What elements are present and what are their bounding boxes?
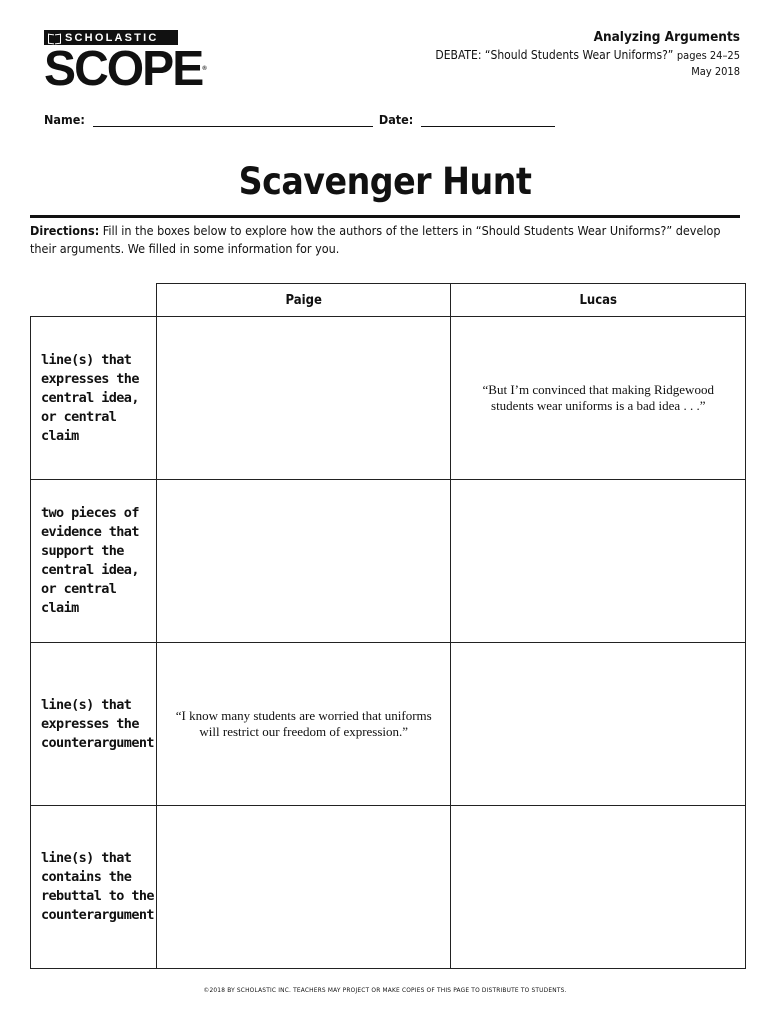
table-row	[31, 643, 746, 806]
answer-cell-paige[interactable]	[156, 806, 451, 969]
row-label: two pieces of evidence that support the central idea, or central claim	[31, 480, 157, 643]
answer-cell-paige[interactable]: “I know many students are worried that uniforms will restrict our freedom of expression.”	[156, 643, 451, 806]
title-rule	[30, 215, 740, 218]
logo-top-text: SCHOLASTIC	[65, 31, 159, 44]
table-header-row	[31, 284, 746, 317]
header-date: May 2018	[691, 65, 740, 78]
name-date-row	[44, 112, 555, 127]
header-title: Analyzing Arguments	[593, 29, 740, 45]
directions	[30, 222, 735, 258]
answer-cell-paige[interactable]	[156, 480, 451, 643]
column-header-lucas: Lucas	[451, 284, 746, 317]
table-corner	[31, 284, 157, 317]
answer-cell-lucas[interactable]	[451, 806, 746, 969]
page-title: Scavenger Hunt	[238, 160, 532, 203]
header-subtitle: DEBATE: “Should Students Wear Uniforms?” pages 24–25	[435, 48, 740, 62]
registered-mark: ®	[202, 66, 207, 72]
scavenger-hunt-table	[30, 283, 746, 969]
row-label: line(s) that expresses the central idea, or central claim	[31, 317, 157, 480]
header-pages: pages 24–25	[676, 49, 740, 62]
name-label: Name:	[44, 112, 85, 127]
row-label: line(s) that contains the rebuttal to the counterargument	[31, 806, 157, 969]
header-info	[435, 29, 740, 78]
name-field[interactable]	[93, 113, 373, 127]
column-header-paige: Paige	[156, 284, 451, 317]
row-label: line(s) that expresses the counterargument	[31, 643, 157, 806]
answer-cell-lucas[interactable]	[451, 643, 746, 806]
answer-cell-lucas[interactable]	[451, 480, 746, 643]
date-field[interactable]	[421, 113, 555, 127]
scope-logo	[44, 30, 207, 96]
answer-cell-lucas[interactable]: “But I’m convinced that making Ridgewood students wear uniforms is a bad idea . . .”	[451, 317, 746, 480]
directions-label: Directions:	[30, 223, 100, 238]
book-icon	[48, 33, 61, 43]
table-row	[31, 806, 746, 969]
directions-text: Fill in the boxes below to explore how the authors of the letters in “Should Students Wear Uniforms?” develop their arguments. We filled in some information for you.	[30, 223, 721, 256]
answer-cell-paige[interactable]	[156, 317, 451, 480]
date-label: Date:	[378, 112, 414, 127]
logo-main-text: SCOPE®	[44, 42, 207, 96]
copyright-footer: ©2018 BY SCHOLASTIC INC. TEACHERS MAY PROJECT OR MAKE COPIES OF THIS PAGE TO DISTRIBUTE TO STUDENTS.	[203, 986, 567, 994]
table-row	[31, 480, 746, 643]
table-row	[31, 317, 746, 480]
